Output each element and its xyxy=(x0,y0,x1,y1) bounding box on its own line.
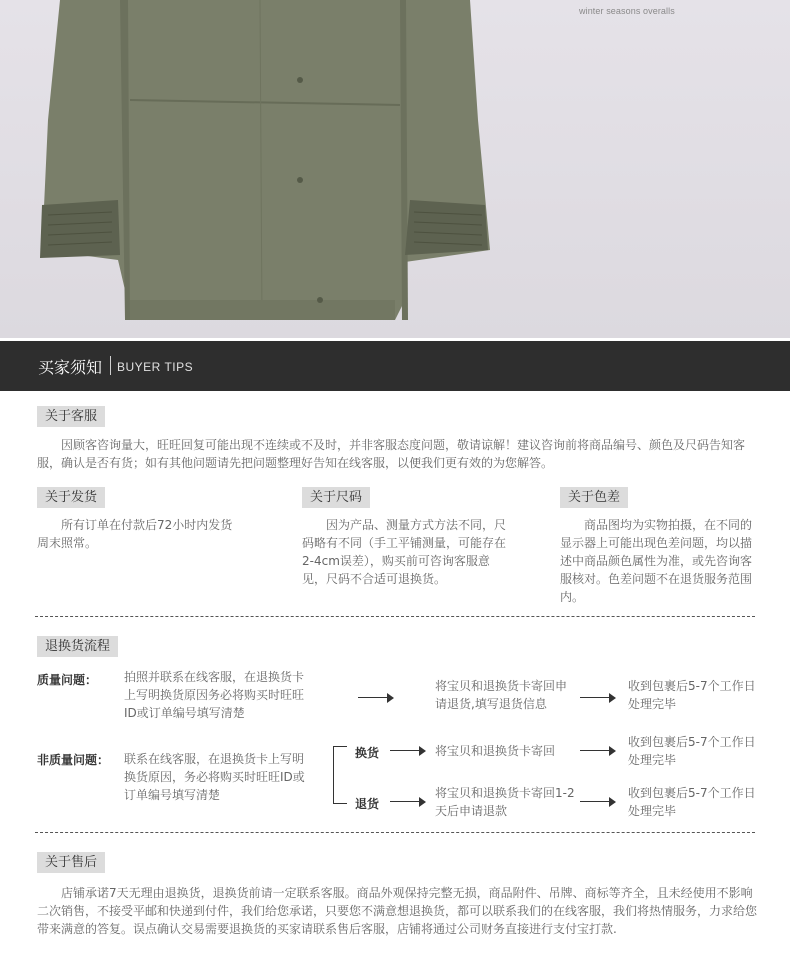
divider xyxy=(35,616,755,617)
return-step: 将宝贝和退换货卡寄回1-2天后申请退款 xyxy=(435,786,575,818)
arrow-icon xyxy=(390,797,426,807)
nonquality-label: 非质量问题： xyxy=(37,753,110,767)
quality-result: 收到包裹后5-7个工作日处理完毕 xyxy=(628,679,756,711)
divider xyxy=(35,832,755,833)
arrow-icon xyxy=(390,746,426,756)
quality-step: 将宝贝和退换货卡寄回申请退货,填写退货信息 xyxy=(435,679,568,711)
exchange-result: 收到包裹后5-7个工作日处理完毕 xyxy=(628,735,756,767)
return-label: 退货 xyxy=(355,797,380,811)
buyer-tips-subtitle: BUYER TIPS xyxy=(117,360,194,374)
return-result: 收到包裹后5-7个工作日处理完毕 xyxy=(628,786,756,818)
jacket-image xyxy=(0,0,790,338)
color-text: 商品图均为实物拍摄，在不同的显示器上可能出现色差问题，均以描述中商品颜色属性为准，或先咨询客服核对。色差问题不在退货服务范围内。 xyxy=(560,518,753,604)
service-text: 因顾客咨询量大，旺旺回复可能出现不连续或不及时，并非客服态度问题，敬请谅解！建议咨询前将商品编号、颜色及尺码告知客服，确认是否有货；如有其他问题请先把问题整理好告知在线客服，以便我们更有效的为您解答。 xyxy=(37,438,746,470)
arrow-icon xyxy=(580,746,616,756)
arrow-icon xyxy=(580,693,616,703)
exchange-step: 将宝贝和退换货卡寄回 xyxy=(435,744,556,758)
size-tag: 关于尺码 xyxy=(302,487,370,508)
arrow-icon xyxy=(580,797,616,807)
shipping-tag: 关于发货 xyxy=(37,487,105,508)
color-tag: 关于色差 xyxy=(560,487,628,508)
title-divider xyxy=(110,356,111,375)
exchange-label: 换货 xyxy=(355,746,380,760)
returns-tag: 退换货流程 xyxy=(37,636,118,657)
size-text: 因为产品、测量方式方法不同，尺码略有不同（手工平铺测量，可能存在2-4cm误差），购买前可咨询客服意见，尺码不合适可退换货。 xyxy=(302,518,507,586)
quality-label: 质量问题： xyxy=(37,673,98,687)
quality-desc: 拍照并联系在线客服，在退换货卡上写明换货原因务必将购买时旺旺ID或订单编号填写清楚 xyxy=(124,670,305,720)
arrow-icon xyxy=(358,693,394,703)
branch-bracket xyxy=(333,746,347,804)
buyer-tips-header xyxy=(0,341,790,391)
nonquality-desc: 联系在线客服，在退换货卡上写明换货原因，务必将购买时旺旺ID或订单编号填写清楚 xyxy=(124,752,305,802)
shipping-text: 所有订单在付款后72小时内发货周末照常。 xyxy=(37,518,233,550)
buyer-tips-title: 买家须知 xyxy=(38,358,103,377)
photo-caption: winter seasons overalls xyxy=(579,6,675,16)
aftersale-tag: 关于售后 xyxy=(37,852,105,873)
product-photo xyxy=(0,0,790,338)
aftersale-text: 店铺承诺7天无理由退换货，退换货前请一定联系客服。商品外观保持完整无损，商品附件、吊牌、商标等齐全，且未经使用不影响二次销售，不接受平邮和快递到付件，我们给您承诺，只要您不满意想退换货，都可以联系我们的在线客服，我们将热情服务，力求给您带来满意的答复。误点确认交易需要退换货的买家请联系售后客服，店铺将通过公司财务直接进行支付宝打款. xyxy=(37,886,758,936)
service-tag: 关于客服 xyxy=(37,406,105,427)
